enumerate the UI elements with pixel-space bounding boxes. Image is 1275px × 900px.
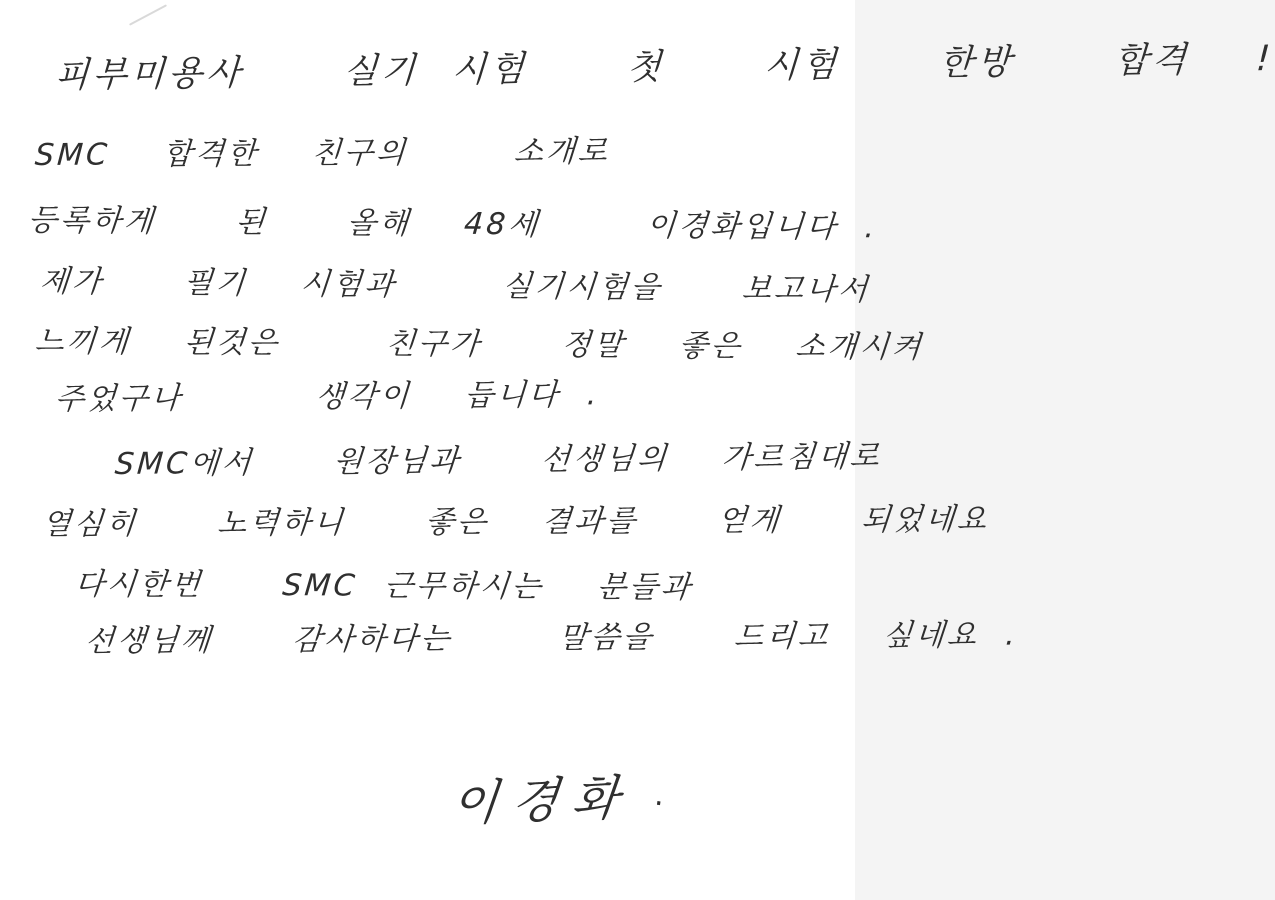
letter-line: SMC에서 원장님과 선생님의 가르침대로 [113, 438, 884, 483]
letter-line: 선생님께 감사하다는 말씀을 드리고 싶네요 . [83, 617, 1020, 660]
signature: 이경화 [448, 769, 636, 833]
scan-scratch-artifact [129, 4, 167, 25]
signature-period-mark: . [652, 777, 667, 814]
letter-line: 제가 필기 시험과 실기시험을 보고나서 [38, 264, 872, 308]
letter-line: 주었구나 생각이 듭니다 . [53, 377, 601, 418]
letter-line: 등록하게 된 올해 48세 이경화입니다 . [26, 203, 879, 246]
letter-line: 느끼게 된것은 친구가 정말 좋은 소개시켜 [33, 324, 926, 366]
letter-line: 다시한번 SMC 근무하시는 분들과 [73, 567, 695, 606]
letter-line: 열심히 노력하니 좋은 결과를 얻게 되었네요 [40, 502, 991, 543]
letter-line-headline: 피부미용사 실기 시험 첫 시험 한방 합격 ! [53, 38, 1275, 97]
letter-line: SMC 합격한 친구의 소개로 [33, 133, 612, 174]
